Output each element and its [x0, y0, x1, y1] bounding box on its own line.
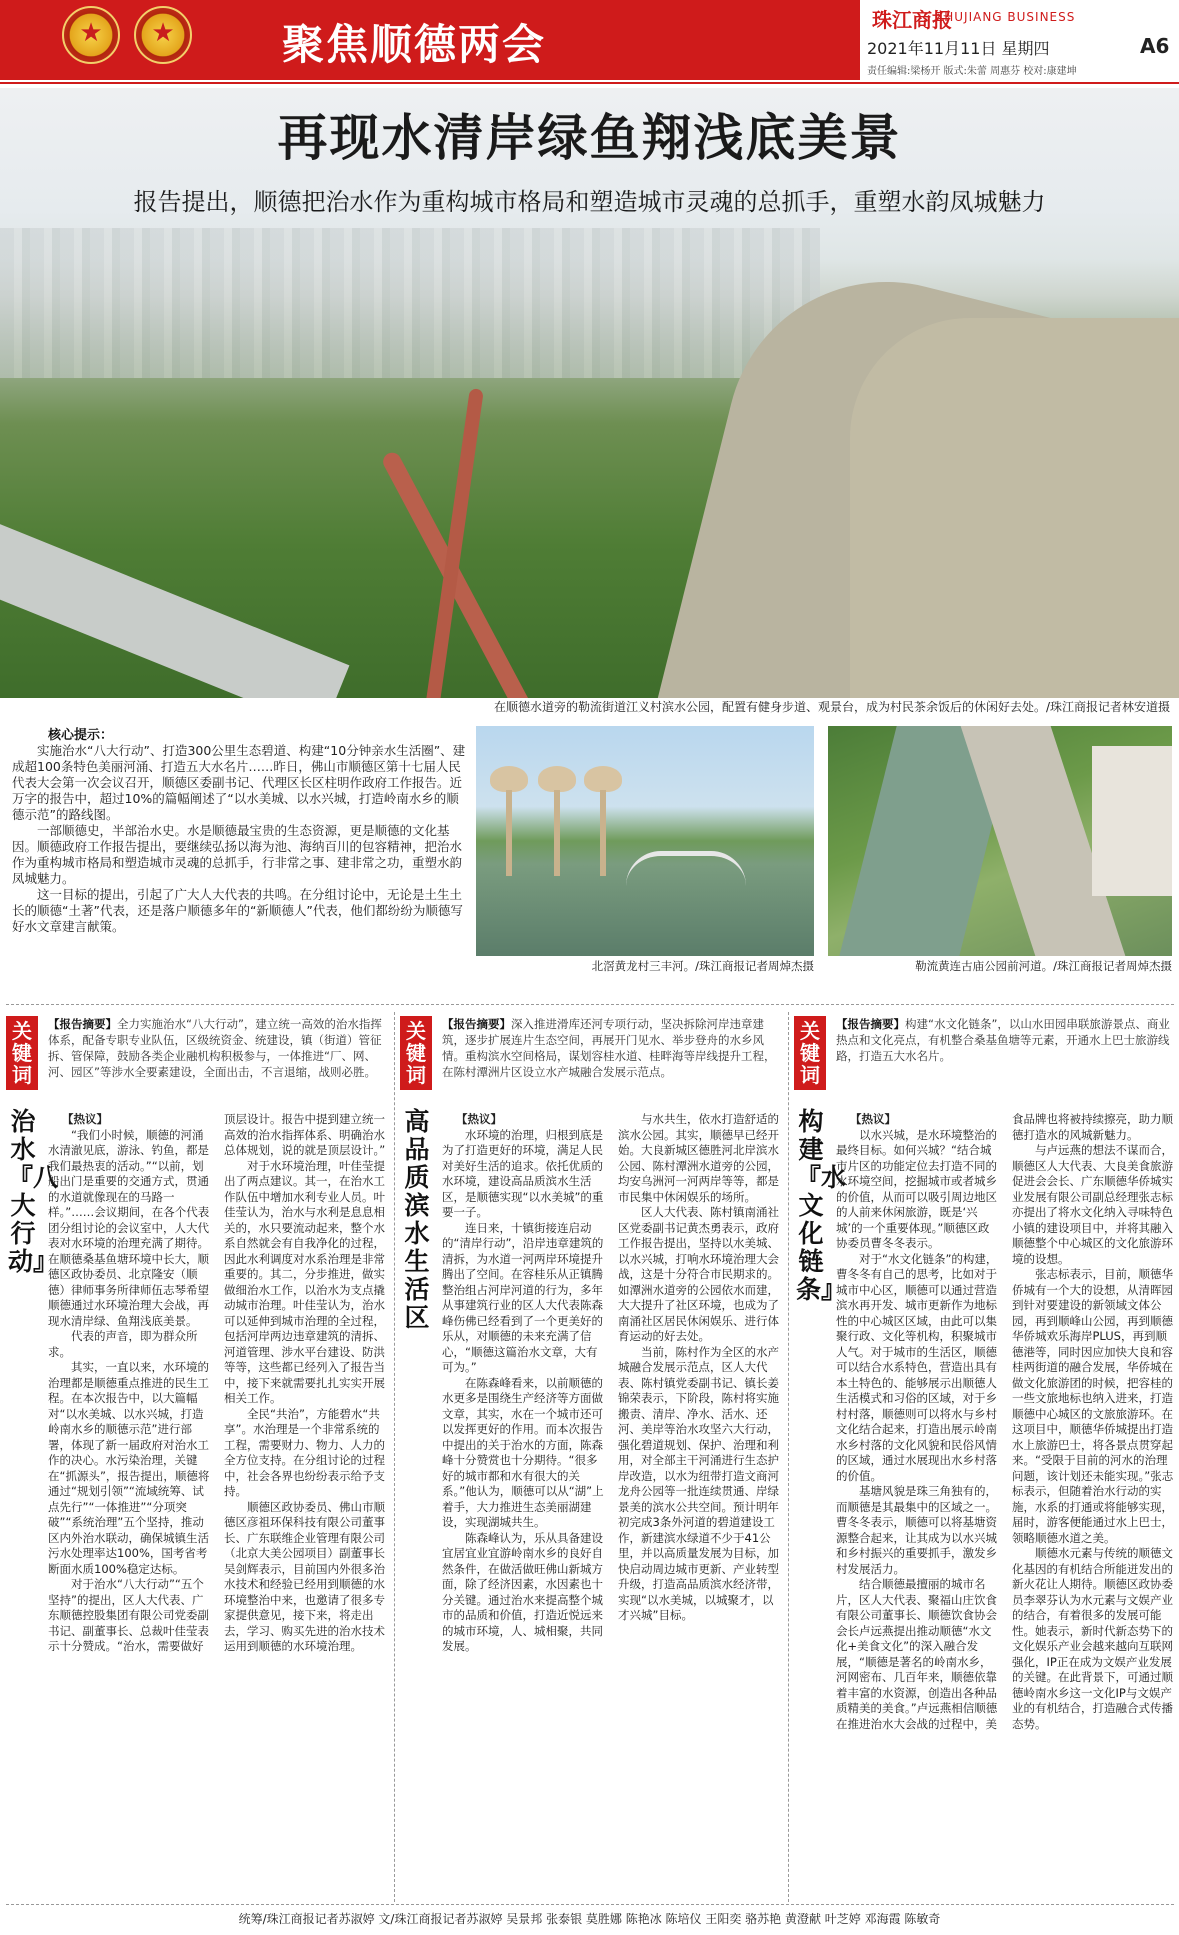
- body-paragraph: 对于治水“八大行动”“五个坚持”的提出，区人大代表、广东顺德控股集团有限公司党委副书记、副董事长、总裁叶佳莹表示十分赞成。“治水，需要做好顶层设计。报告中提到建立统一高效的治水指挥体系、明确治水总体规划，说的就是顶层设计。”: [48, 1112, 386, 1653]
- hot-discussion-label: 【热议】: [456, 1112, 502, 1126]
- section-divider: [6, 1004, 1174, 1005]
- body-paragraph: 以水兴城，是水环境整治的最终目标。如何兴城？“结合城市片区的功能定位去打造不同的水环境空间，挖掘城市或者城乡的价值，从而可以吸引周边地区的人前来休闲旅游，既是‘兴城’的一个重要体现。”顺德区政协委员曹冬冬表示。: [836, 1127, 997, 1250]
- hot-discussion-label: 【热议】: [850, 1112, 896, 1126]
- houses: [1092, 746, 1172, 896]
- abstract-label: 【报告摘要】: [836, 1017, 905, 1031]
- party-emblem-icon: [134, 6, 192, 64]
- photo-caption: 勒流黄连古庙公园前河道。/珠江商报记者周焯杰摄: [915, 959, 1172, 973]
- body-paragraph: 顺德水元素与传统的顺德文化基因的有机结合所能迸发出的新火花让人期待。顺德区政协委员李翠芬认为水元素与文娱产业的结合，有着很多的发展可能性。她表示，新时代新态势下的文化娱乐产业会越来越向互联网强化，IP正在成为文娱产业发展的关键。在此背景下，可通过顺德岭南水乡这一文化IP与文娱产业的有机结合，打造融合式传播态势。: [1012, 1546, 1173, 1731]
- issue-date: 2021年11月11日 星期四: [867, 39, 1050, 58]
- sculpture: [486, 766, 532, 876]
- headline: 再现水清岸绿鱼翔浅底美景: [277, 108, 902, 167]
- bridge: [626, 851, 746, 886]
- column-divider: [394, 1012, 395, 1902]
- body-paragraph: “我们小时候，顺德的河涌水清澈见底，游泳、钓鱼，都是我们最热衷的活动。”“以前，划船出门是重要的交通方式，贯通的水道就像现在的马路一样。”……会议期间，在各个代表团分组讨论的会议室中，人大代表对水环境的治理充满了期待。在顺德桑基鱼塘环境中长大，顺德区政协委员、北京隆安（顺德）律师事务所律师伍志琴希望顺德通过水环境治理大会战，再现水清岸绿、鱼翔浅底美景。: [48, 1127, 210, 1328]
- sculpture: [580, 766, 626, 876]
- paper-english-name: ZHUJIANG BUSINESS: [935, 10, 1076, 24]
- body-paragraph: 全民“共治”，方能碧水“共享”。水治理是一个非常系统的工程，需要财力、物力、人力的全方位支持。在分组讨论的过程中，社会各界也纷纷表示给予支持。: [224, 1406, 385, 1498]
- abstract-text: 构建“水文化链条”，以山水田园串联旅游景点、商业热点和文化亮点，有机整合桑基鱼塘等元素，开通水上巴士旅游线路，打造五大水名片。: [836, 1017, 1170, 1063]
- keyword-tag: 关键词: [794, 1016, 826, 1090]
- core-summary: [12, 724, 470, 935]
- hero-river-bank: [850, 318, 1179, 698]
- photo-caption: 北滘黄龙村三丰河。/珠江商报记者周焯杰摄: [591, 959, 814, 973]
- body-paragraph: 水环境的治理，归根到底是为了打造更好的环境，满足人民对美好生活的追求。依托优质的水环境，建设高品质滨水生活区，是顺德实现“以水美城”的重要一子。: [442, 1127, 604, 1219]
- keyword-title: 构建『水文化链条』: [796, 1107, 847, 1304]
- column-body: [442, 1112, 782, 1892]
- keyword-tag: 关键词: [400, 1016, 432, 1090]
- footer-divider: [6, 1904, 1174, 1905]
- photo-sanfeng-river: [476, 726, 814, 956]
- section-banner: [0, 0, 860, 80]
- body-paragraph: 当前，陈村作为全区的水产城融合发展示范点，区人大代表、陈村镇党委副书记、镇长姜锦荣表示，下阶段，陈村将实施搬责、清岸、净水、活水、还河、美岸等治水攻坚六大行动，强化碧道规划、保护、治理和利用，对全部主干河涌进行生态护岸改造，以水为纽带打造文商河龙舟公园等一批连续贯通、岸绿景美的滨水公共空间。预计明年初完成3条外河道的碧道建设工作，新建滨水绿道不少于41公里，并以高质量发展为目标，加快启动周边城市更新、产业转型升级，打造高品质滨水经济带，实现“以水美城，以城聚才，以才兴城”目标。: [618, 1344, 779, 1622]
- photo-huanglian-temple-park: [828, 726, 1172, 956]
- hero-photo: [0, 88, 1179, 698]
- report-abstract: [442, 1016, 782, 1080]
- report-abstract: [836, 1016, 1176, 1064]
- national-emblem-icon: [62, 6, 120, 64]
- core-paragraph: 这一目标的提出，引起了广大人大代表的共鸣。在分组讨论中，无论是土生土长的顺德“土著”代表，还是落户顺德多年的“新顺德人”代表，他们都纷纷为顺德写好水文章建言献策。: [12, 887, 463, 934]
- abstract-label: 【报告摘要】: [442, 1017, 511, 1031]
- hero-road: [0, 508, 349, 698]
- paper-logo: 珠江商报: [872, 8, 952, 32]
- report-abstract: [48, 1016, 388, 1080]
- body-paragraph: 区人大代表、陈村镇南涌社区党委副书记黄杰勇表示，政府工作报告提出，坚持以水美城、以水兴城，打响水环境治理大会战，这是十分符合市民期求的。如潭洲水道旁的公园依水而建，大大提升了社区环境，也成为了南涌社区居民休闲娱乐、进行体育运动的好去处。: [618, 1205, 779, 1343]
- body-paragraph: 对于水环境治理，叶佳莹提出了两点建议。其一，在治水工作队伍中增加水利专业人员。叶佳莹认为，治水与水利是息息相关的，水只要流动起来，整个水系自然就会有自我净化的过程，因此水利调度对水系治理是非常重要的。其二，分步推进，做实做细治水工作，以治水为支点撬动城市治理。叶佳莹认为，治水可以延伸到城市治理的全过程，包括河岸两边违章建筑的清拆、河道管理、涉水平台建设、防洪等等，这些都已经列入了报告当中，接下来就需要扎扎实实开展相关工作。: [224, 1158, 385, 1405]
- subheadline: 报告提出，顺德把治水作为重构城市格局和塑造城市灵魂的总抓手，重塑水韵凤城魅力: [133, 188, 1046, 216]
- body-paragraph: 张志标表示，目前，顺德华侨城有一个大的设想，从清晖园到针对要建设的新领域文体公园，再到顺峰山公园，再到顺德华侨城欢乐海岸PLUS，再到顺德港等，同时因应加快大良和容桂两街道的融合发展，华侨城在做文化旅游团的时候，把容桂的一些文旅地标也纳入进来，打造顺德中心城区的文旅旅游环。在这项目中，顺德华侨城提出打造水上旅游巴士，将各景点贯穿起来。“受限于目前的河水的治理问题，该计划还未能实现。”张志标表示，但随着治水行动的实施，水系的打通或将能够实现，届时，游客便能通过水上巴士，领略顺德水道之美。: [1012, 1267, 1174, 1545]
- abstract-label: 【报告摘要】: [48, 1017, 117, 1031]
- abstract-text: 深入推进滑库还河专项行动，坚决拆除河岸违章建筑，逐步扩展连片生态空间，再展开门见水、举步登舟的水乡风情。重构滨水空间格局，谋划容桂水道、桂畔海等岸线提升工程，在陈村潭洲片区设立水产城融合发展示范点。: [442, 1017, 776, 1079]
- body-paragraph: 陈森峰认为，乐从具备建设宜居宜业宜游岭南水乡的良好自然条件，在做活做旺佛山新城方面，除了经济因素，水因素也十分关键。通过治水来提高整个城市的品质和价值，打造近悦远来的城市环境，人、城相聚，共同发展。: [442, 1530, 603, 1653]
- body-paragraph: 连日来，十镇街接连启动的“清岸行动”，沿岸违章建筑的清拆，为水道一河两岸环境提升腾出了空间。在容桂乐从正镇腾整治组占河岸河道的行为，多年从事建筑行业的区人大代表陈森峰伤佛已经看到了一个更美好的乐从，对顺德的未来充满了信心，“顺德这篇治水文章，大有可为。”: [442, 1220, 604, 1374]
- keyword-column-3: [792, 1012, 1179, 1902]
- body-paragraph: 基塘风貌是珠三角独有的，而顺德是其最集中的区域之一。曹冬冬表示，顺德可以将基塘资源整合起来，让其成为以水兴城和乡村振兴的重要抓手，激发乡村发展活力。: [836, 1484, 997, 1576]
- header-rule: [0, 82, 1179, 84]
- column-divider: [788, 1012, 789, 1902]
- keyword-title: 治水『八大行动』: [8, 1107, 59, 1276]
- body-paragraph: 顺德区政协委员、佛山市顺德区彦祖环保科技有限公司董事长、广东联维企业管理有限公司（北京大美公园项目）副董事长吴剑辉表示，目前国内外很多治水技术和经验已经用到顺德的水环境整治中来，也邀请了很多专家提供意见，接下来，将走出去，学习、购买先进的治水技术运用到顺德的水环境治理。: [224, 1499, 385, 1653]
- core-paragraph: 实施治水“八大行动”、打造300公里生态碧道、构建“10分钟亲水生活圈”、建成超100条特色美丽河涌、打造五大水名片……昨日，佛山市顺德区第十七届人民代表大会第一次会议召开，顺德区委副书记、代理区长区柱明作政府工作报告。近万字的报告中，超过10%的篇幅阐述了“以水美城、以水兴城，打造岭南水乡的顺德示范”的路线图。: [12, 743, 466, 822]
- body-paragraph: 与卢远燕的想法不谋而合，顺德区人大代表、大良美食旅游促进会会长、广东顺德华侨城实业发展有限公司副总经理张志标亦提出了将水文化纳入寻味特色小镇的建设项目中，并将其融入顺德整个中心城区的文化旅游环境的设想。: [1012, 1143, 1173, 1266]
- byline-footer: 统筹/珠江商报记者苏淑婷 文/珠江商报记者苏淑婷 吴景邦 张泰银 莫胜娜 陈艳冰 陈培仪 王阳奕 骆苏艳 黄澄献 叶芝婷 邓海霞 陈敏奇: [238, 1912, 941, 1926]
- keyword-tag: 关键词: [6, 1016, 38, 1090]
- page-number: A6: [1140, 34, 1170, 58]
- masthead: [0, 0, 1179, 80]
- body-paragraph: 在陈森峰看来，以前顺德的水更多是围绕生产经济等方面做文章，其实，水在一个城市还可以发挥更好的作用。而本次报告中提出的关于治水的方面，陈森峰十分赞赏也十分期待。“很多好的城市都和水有很大的关系。”他认为，顺德可以从“湖”上着手，大力推进生态美丽湖建设，实现湖城共生。: [442, 1375, 604, 1529]
- body-paragraph: 结合顺德最擅丽的城市名片，区人大代表、聚福山庄饮食有限公司董事长、顺德饮食协会会长卢远燕提出推动顺德“水文化+美食文化”的深入融合发展，“顺德是著名的岭南水乡，河网密布、几百年来，顺德依靠着丰富的水资源，创造出各种品质精美的美食。”卢远燕相信顺德在推进治水大会战的过程中，美食品牌也将被持续擦亮，助力顺德打造水的风城新魅力。: [836, 1112, 1173, 1731]
- abstract-text: 全力实施治水“八大行动”，建立统一高效的治水指挥体系，配备专职专业队伍，区级统资金、统建设，镇（街道）管征拆、管保障，鼓励各类企业融机构积极参与，一体推进“厂、网、河、园区”等涉水全要素建设，全面出击，不言退缩，战则必胜。: [48, 1017, 382, 1079]
- keyword-column-2: [398, 1012, 786, 1902]
- keyword-title: 高品质滨水生活区: [404, 1107, 430, 1332]
- sculpture: [534, 766, 580, 876]
- editor-credits: 责任编辑:梁杨开 版式:朱蕾 周惠芬 校对:康建坤: [867, 66, 1077, 77]
- keyword-column-1: [4, 1012, 392, 1902]
- hot-discussion-label: 【热议】: [62, 1112, 108, 1126]
- section-title: 聚焦顺德两会: [282, 20, 547, 69]
- body-paragraph: 对于“水文化链条”的构建，曹冬冬有自己的思考，比如对于城市中心区，顺德可以通过营造滨水再开发、城市更新作为地标性的中心城区区域，由此可以集聚行政、文化等机构，积聚城市人气。对于城市的生活区，顺德可以结合水系特色，营造出具有本土特色的、能够展示出顺德人生活模式和习俗的区域，对于乡村村落，顺德则可以将水与乡村文化结合起来，打造出展示岭南水乡村落的文化风貌和民俗风情的区域，通过水展现出水乡村落的价值。: [836, 1251, 998, 1483]
- body-paragraph: 其实，一直以来，水环境的治理都是顺德重点推进的民生工程。在本次报告中，以大篇幅对“以水美城、以水兴城，打造岭南水乡的顺德示范”进行部署，体现了新一届政府对治水工作的决心。水污染治理，关键在“抓源头”，报告提出，顺德将通过“规划引领”“流域统筹、试点先行”“一体推进”“分项突破”“系统治理”五个坚持，推动区内外治水联动，确保城镇生活污水处理率达100%，国考省考断面水质100%稳定达标。: [48, 1360, 210, 1576]
- core-summary-label: 核心提示：: [48, 728, 114, 743]
- body-paragraph: 与水共生，依水打造舒适的滨水公园。其实，顺德早已经开始。大良新城区德胜河北岸滨水公园、陈村潭洲水道旁的公园，均安乌洲河一河两岸等等，都是市民集中休闲娱乐的场所。: [618, 1112, 779, 1204]
- column-body: [48, 1112, 388, 1892]
- column-body: [836, 1112, 1176, 1892]
- hero-city-skyline: [0, 228, 820, 378]
- hero-caption: 在顺德水道旁的勒流街道江义村滨水公园，配置有健身步道、观景台，成为村民茶余饭后的休闲好去处。/珠江商报记者林安道摄: [493, 700, 1170, 714]
- body-paragraph: 代表的声音，即为群众所求。: [48, 1329, 198, 1359]
- core-paragraph: 一部顺德史，半部治水史。水是顺德最宝贵的生态资源，更是顺德的文化基因。顺德政府工作报告提出，要继续弘扬以海为池、海纳百川的包容精神，把治水作为重构城市格局和塑造城市灵魂的总抓手，行非常之事、建非常之功，重塑水韵凤城魅力。: [12, 823, 463, 886]
